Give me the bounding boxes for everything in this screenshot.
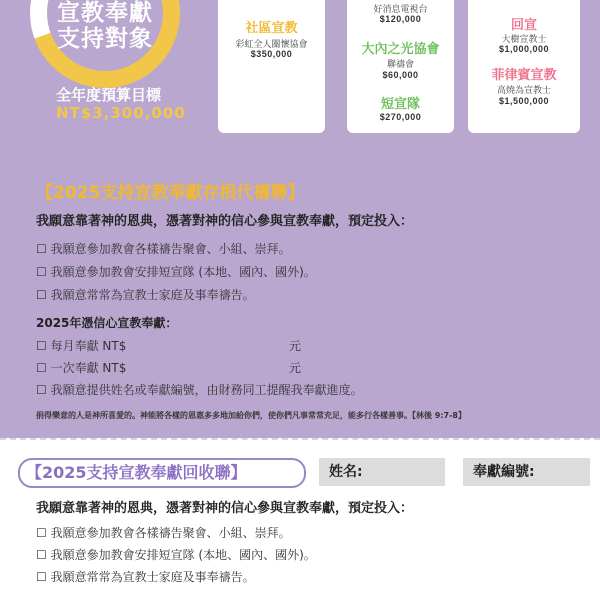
card-description: 聯禱會 — [386, 59, 414, 69]
card-amount: $120,000 — [379, 14, 422, 24]
card-category: 菲律賓宣教 — [491, 67, 557, 82]
card-amount: $350,000 — [250, 49, 293, 59]
currency-unit: 元 — [289, 361, 302, 375]
tear-off-line — [0, 438, 600, 440]
checkbox-progress-reminder[interactable]: ☐ 我願意提供姓名或奉獻編號，由財務同工提醒我奉獻進度。 — [36, 383, 363, 397]
card-amount: $1,000,000 — [498, 44, 550, 54]
card-amount: $60,000 — [382, 70, 419, 80]
card-category: 回宣 — [510, 17, 537, 32]
name-field[interactable]: 姓名: — [319, 458, 445, 486]
card-community-mission — [218, 0, 325, 133]
card-description: 彩虹全人關懷協會 — [235, 39, 308, 49]
checkbox-one-time-offering[interactable]: ☐ 一次奉獻 NT$ — [36, 361, 127, 375]
budget-goal-amount: NT$3,300,000 — [56, 104, 186, 122]
checkbox-option-prayer-meetings-return[interactable]: ☐ 我願意參加教會各樣禱告聚會、小組、崇拜。 — [36, 526, 291, 540]
card-overseas-mission — [468, 0, 580, 133]
checkbox-option-short-term-team[interactable]: ☐ 我願意參加教會安排短宣隊 (本地、國內、國外)。 — [36, 265, 316, 279]
ring-title-line1: 宣教奉獻 — [57, 0, 153, 26]
faith-offering-heading: 2025年憑信心宣教奉獻： — [36, 316, 178, 330]
card-amount: $1,500,000 — [498, 96, 550, 106]
ring-title-line2: 支持對象 — [57, 26, 153, 52]
card-description: 大樹宣教士 — [501, 34, 547, 44]
checkbox-option-short-term-team-return[interactable]: ☐ 我願意參加教會安排短宣隊 (本地、國內、國外)。 — [36, 548, 316, 562]
currency-unit: 元 — [289, 339, 302, 353]
card-category: 社區宣教 — [245, 20, 298, 35]
checkbox-option-pray-missionaries[interactable]: ☐ 我願意常常為宣教士家庭及事奉禱告。 — [36, 288, 255, 302]
budget-goal-label: 全年度預算目標 — [56, 86, 162, 104]
scripture-verse: 捐得樂意的人是神所喜愛的。神能將各樣的恩惠多多地加給你們，使你們凡事常常充足，能多行各樣善事。【林後 9:7-8】 — [36, 411, 466, 420]
card-category: 大內之光協會 — [361, 41, 440, 56]
pledge-statement: 我願意靠著神的恩典，憑著對神的信心參與宣教奉獻，預定投入： — [36, 214, 414, 229]
checkbox-option-pray-missionaries-return[interactable]: ☐ 我願意常常為宣教士家庭及事奉禱告。 — [36, 570, 255, 584]
card-category: 短宣隊 — [380, 96, 420, 111]
pledge-statement-return: 我願意靠著神的恩典，憑著對神的信心參與宣教奉獻，預定投入： — [36, 501, 414, 516]
checkbox-option-prayer-meetings[interactable]: ☐ 我願意參加教會各樣禱告聚會、小組、崇拜。 — [36, 242, 291, 256]
checkbox-monthly-offering[interactable]: ☐ 每月奉獻 NT$ — [36, 339, 127, 353]
stub-section-title: 【2025支持宣教奉獻存根代禱聯】 — [36, 183, 305, 203]
card-description: 好消息電視台 — [373, 4, 428, 14]
return-section-title: 【2025支持宣教奉獻回收聯】 — [18, 458, 306, 488]
card-amount: $270,000 — [379, 112, 422, 122]
card-media-and-short-term — [347, 0, 454, 133]
card-description: 高燒為宣教士 — [496, 85, 551, 95]
offering-number-field[interactable]: 奉獻編號: — [463, 458, 590, 486]
